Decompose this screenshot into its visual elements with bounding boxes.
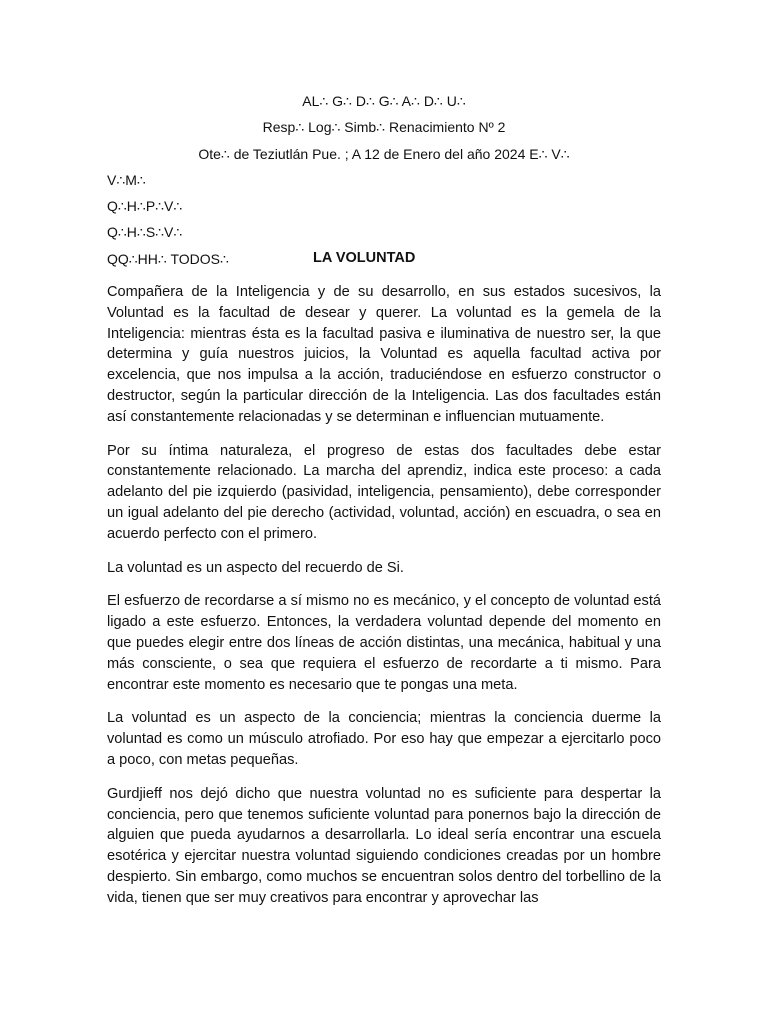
salutation-first-warden: Q∴H∴P∴V∴: [107, 198, 183, 214]
salutation-all-brothers: QQ∴HH∴ TODOS∴: [107, 251, 229, 267]
document-body: [107, 282, 661, 922]
header-location-date: Ote∴ de Teziutlán Pue. ; A 12 de Enero del año 2024 E∴ V∴: [198, 146, 570, 162]
document-title: LA VOLUNTAD: [313, 250, 416, 266]
paragraph: El esfuerzo de recordarse a sí mismo no es mecánico, y el concepto de voluntad está ligado a este esfuerzo. Entonces, la verdadera voluntad depende del momento en que puedes elegir entre dos líneas de acción distintas, una mecánica, habitual y una más consciente, o sea que requiera el esfuerzo de recordarte a ti mismo. Para encontrar este momento es necesario que te pongas una meta.: [107, 593, 661, 693]
paragraph: Gurdjieff nos dejó dicho que nuestra voluntad no es suficiente para despertar la conciencia, pero que tenemos suficiente voluntad para ponernos bajo la dirección de alguien que pueda ayudarnos a desarrollarla. Lo ideal sería encontrar una escuela esotérica y ejercitar nuestra voluntad siguiendo condiciones creadas por un hombre despierto. Sin embargo, como muchos se encuentran solos dentro del torbellino de la vida, tienen que ser muy creativos para encontrar y aprovechar las: [107, 785, 661, 906]
header-lodge: Resp∴ Log∴ Simb∴ Renacimiento Nº 2: [262, 119, 506, 135]
paragraph: La voluntad es un aspecto de la conciencia; mientras la conciencia duerme la voluntad es como un músculo atrofiado. Por eso hay que empezar a ejercitarlo poco a poco, con metas pequeñas.: [107, 710, 661, 768]
salutation-second-warden: Q∴H∴S∴V∴: [107, 224, 183, 240]
header-invocation: AL∴ G∴ D∴ G∴ A∴ D∴ U∴: [302, 93, 466, 109]
paragraph: La voluntad es un aspecto del recuerdo de Si.: [107, 559, 404, 576]
paragraph: Por su íntima naturaleza, el progreso de estas dos facultades debe estar constantemente relacionado. La marcha del aprendiz, indica este proceso: a cada adelanto del pie izquierdo (pasividad, inteligencia, pensamiento), debe corresponder un igual adelanto del pie derecho (actividad, voluntad, acción) en escuadra, o sea en acuerdo perfecto con el primero.: [107, 442, 661, 542]
salutation-venerable-master: V∴M∴: [107, 172, 146, 188]
paragraph: Compañera de la Inteligencia y de su desarrollo, en sus estados sucesivos, la Voluntad es la facultad de desear y querer. La voluntad es la gemela de la Inteligencia: mientras ésta es la facultad pasiva e iluminativa de nuestro ser, la que determina y guía nuestros juicios, la Voluntad es aquella facultad activa por excelencia, que nos impulsa a la acción, traduciéndose en esfuerzo constructor o destructor, según la particular dirección de la Inteligencia. Las dos facultades están así constantemente relacionadas y se determinan e influencian mutuamente.: [107, 284, 661, 425]
